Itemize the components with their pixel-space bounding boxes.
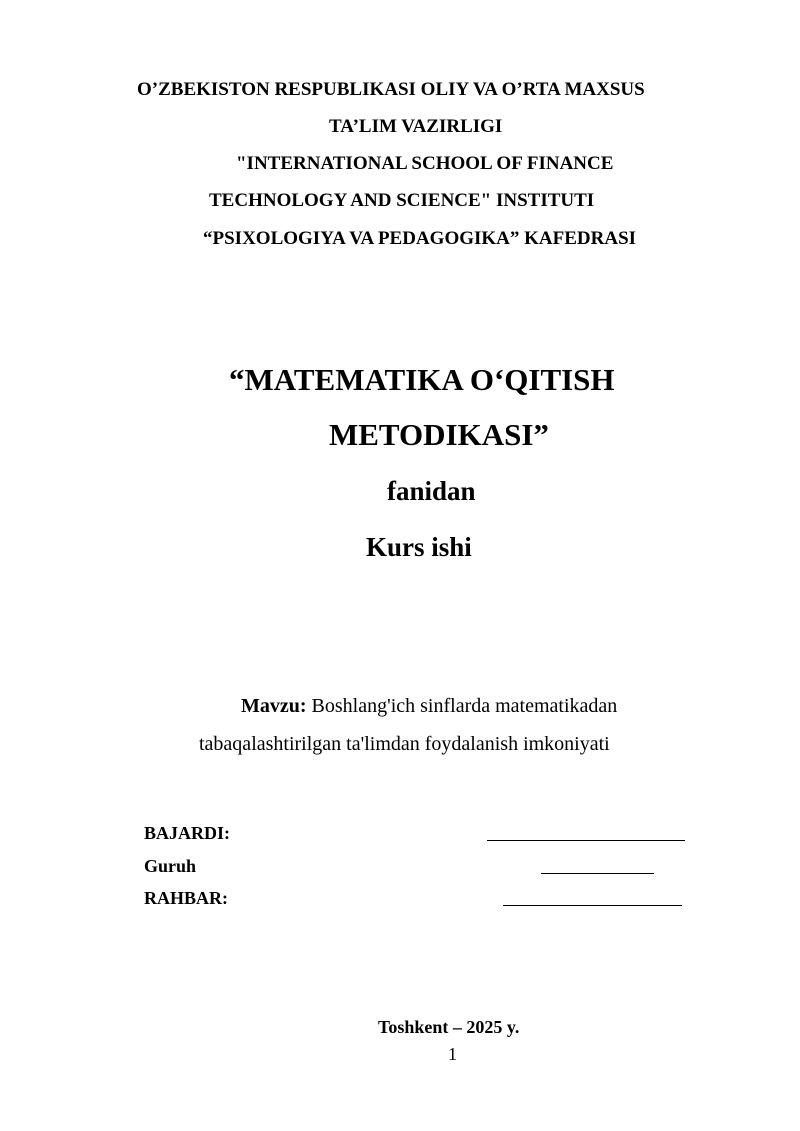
page-number: 1	[448, 1044, 457, 1064]
topic-line-1	[241, 693, 617, 719]
rahbar-signature-line	[503, 905, 682, 906]
department-line: “PSIXOLOGIYA VA PEDAGOGIKA” KAFEDRASI	[203, 228, 637, 249]
guruh-signature-line	[541, 873, 654, 874]
topic-label: Mavzu:	[241, 695, 307, 717]
city-year: Toshkent – 2025 y.	[378, 1017, 520, 1037]
course-title-line-1: “MATEMATIKA O‘QITISH	[229, 362, 615, 397]
rahbar-label: RAHBAR:	[144, 888, 228, 908]
ministry-line-2: TA’LIM VAZIRLIGI	[329, 116, 503, 137]
topic-text-1: Boshlang'ich sinflarda matematikadan	[306, 695, 618, 717]
bajardi-signature-line	[487, 840, 685, 841]
bajardi-label: BAJARDI:	[144, 823, 231, 843]
topic-line-2: tabaqalashtirilgan ta'limdan foydalanish imkoniyati	[199, 733, 610, 755]
institute-line-2: TECHNOLOGY AND SCIENCE" INSTITUTI	[209, 190, 595, 211]
work-type: Kurs ishi	[366, 532, 472, 562]
subject-word: fanidan	[387, 476, 476, 506]
institute-line-1: "INTERNATIONAL SCHOOL OF FINANCE	[236, 153, 614, 174]
ministry-line-1: O’ZBEKISTON RESPUBLIKASI OLIY VA O’RTA MAXSUS	[137, 79, 645, 100]
guruh-label: Guruh	[144, 856, 197, 876]
course-title-line-2: METODIKASI”	[329, 417, 549, 452]
